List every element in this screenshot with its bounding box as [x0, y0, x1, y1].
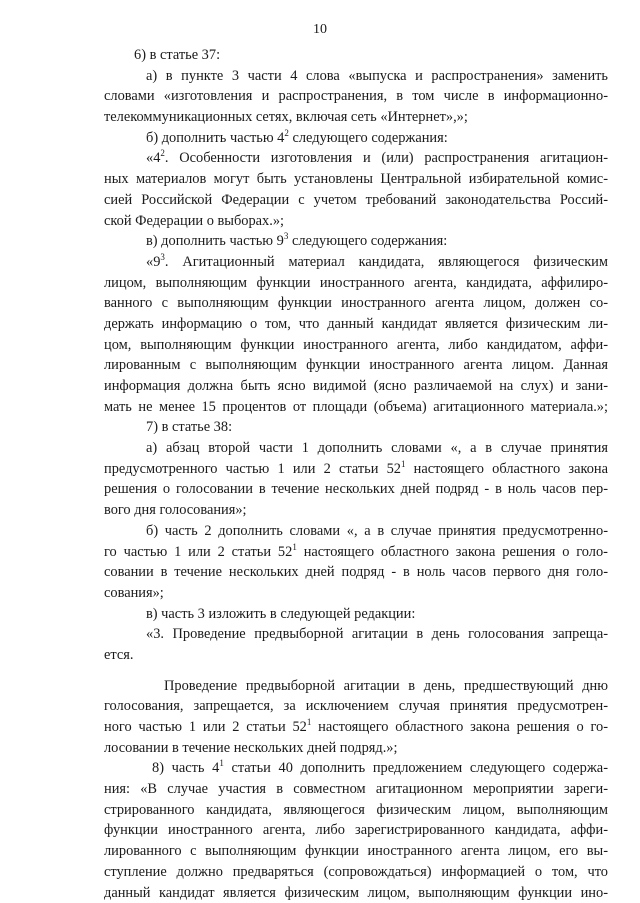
text-line: лосовании в течение нескольких дней подряд.»; — [104, 738, 608, 759]
text-line: сования»; — [104, 583, 608, 604]
text-line: «$4^2$. Особенности изготовления и (или) распространения агитацион- — [104, 148, 608, 169]
text-line: решения о голосовании в течение нескольких дней подряд - в ноль часов пер- — [104, 479, 608, 500]
page-number: 10 — [0, 22, 640, 38]
text-line: «$9^3$. Агитационный материал кандидата, являющегося физическим — [104, 252, 608, 273]
text-line: данный кандидат является физическим лицом, выполняющим функции ино- — [104, 883, 608, 903]
text-line: ванного с выполняющим функции иностранного агента лицом, должен со- — [104, 293, 608, 314]
text-line: а) в пункте 3 части 4 слова «выпуска и распространения» заменить — [104, 66, 608, 87]
text-line: 7) в статье 38: — [104, 417, 608, 438]
text-line: телекоммуникационных сетях, включая сеть «Интернет»,»; — [104, 107, 608, 128]
text-line: го частью 1 или 2 статьи $52^1$ настоящего областного закона решения о голо- — [104, 542, 608, 563]
text-line: ется. — [104, 645, 608, 666]
text-line: информация должна быть ясно видимой (ясно различаемой на слух) и зани- — [104, 376, 608, 397]
text-line: 6) в статье 37: — [104, 45, 608, 66]
text-line: в) дополнить частью $9^3$ следующего содержания: — [104, 231, 608, 252]
text-line: 8) часть $4^1$ статьи 40 дополнить предложением следующего содержа- — [104, 758, 608, 779]
text-line: ступление должно предваряться (сопровождаться) информацией о том, что — [104, 862, 608, 883]
text-line: лированного с выполняющим функции иностранного агента лицом, его вы- — [104, 841, 608, 862]
text-line: стрированного кандидата, являющегося физическим лицом, выполняющим — [104, 800, 608, 821]
text-line: б) часть 2 дополнить словами «, а в случае принятия предусмотренно- — [104, 521, 608, 542]
text-line: совании в течение нескольких дней подряд - в ноль часов первого дня голо- — [104, 562, 608, 583]
text-line: в) часть 3 изложить в следующей редакции: — [104, 604, 608, 625]
text-line: ской Федерации о выборах.»; — [104, 211, 608, 232]
text-line: лированным с выполняющим функции иностранного агента лицом. Данная — [104, 355, 608, 376]
text-line: а) абзац второй части 1 дополнить словами «, а в случае принятия — [104, 438, 608, 459]
text-line: предусмотренного частью 1 или 2 статьи $52^1$ настоящего областного закона — [104, 459, 608, 480]
text-line — [104, 666, 608, 676]
text-line: словами «изготовления и распространения, в том числе в информационно- — [104, 86, 608, 107]
text-line: голосования, запрещается, за исключением случая принятия предусмотрен- — [104, 696, 608, 717]
text-line: Проведение предвыборной агитации в день, предшествующий дню — [104, 676, 608, 697]
text-line: цом, выполняющим функции иностранного агента, либо кандидатом, аффи- — [104, 335, 608, 356]
text-line: функции иностранного агента, либо зарегистрированного кандидата, аффи- — [104, 820, 608, 841]
document-body — [104, 45, 608, 903]
text-line: вого дня голосования»; — [104, 500, 608, 521]
text-line: мать не менее 15 процентов от площади (объема) агитационного материала.»; — [104, 397, 608, 418]
text-line: б) дополнить частью $4^2$ следующего содержания: — [104, 128, 608, 149]
text-line: держать информацию о том, что данный кандидат является физическим ли- — [104, 314, 608, 335]
text-line: сией Российской Федерации с учетом требований законодательства Россий- — [104, 190, 608, 211]
text-line: ных материалов могут быть установлены Центральной избирательной комис- — [104, 169, 608, 190]
text-line: «3. Проведение предвыборной агитации в день голосования запреща- — [104, 624, 608, 645]
text-line: ния: «В случае участия в совместном агитационном мероприятии зареги- — [104, 779, 608, 800]
text-line: лицом, выполняющим функции иностранного агента, кандидата, аффилиро- — [104, 273, 608, 294]
text-line: ного частью 1 или 2 статьи $52^1$ настоящего областного закона решения о го- — [104, 717, 608, 738]
